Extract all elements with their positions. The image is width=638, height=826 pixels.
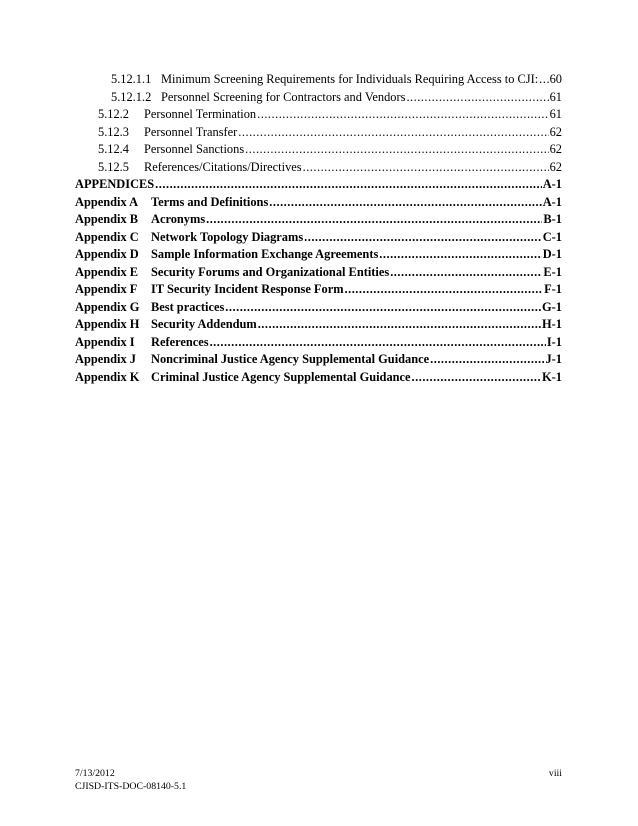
toc-entry-title: Personnel Screening for Contractors and Vendors [161,89,406,104]
toc-entry-appendix[interactable] [75,211,562,229]
toc-entry-number: Appendix D [75,247,139,261]
toc-entry-number: 5.12.2 [98,107,129,121]
toc-entry-number: 5.12.1.1 [111,72,152,86]
dot-leader [430,351,544,369]
toc-entry-title: Noncriminal Justice Agency Supplemental Guidance [151,352,430,366]
toc-entry-page: J-1 [545,352,562,366]
toc-entry-appendix[interactable] [75,281,562,299]
toc-entry-number: Appendix H [75,317,140,331]
toc-entry-title: Personnel Termination [144,107,257,121]
toc-entry-title: Security Forums and Organizational Entities [151,264,390,279]
toc-entry-title: APPENDICES [75,177,155,191]
toc-entry-number: Appendix B [75,212,139,226]
toc-entry-page: G-1 [542,299,562,314]
toc-entry-page: A-1 [542,177,562,191]
toc-entry-number: Appendix C [75,229,139,244]
toc-entry[interactable] [75,159,562,177]
toc-entry-appendix[interactable] [75,229,562,247]
dot-leader [258,316,541,334]
toc-entry-page: E-1 [543,264,562,279]
toc-entry-appendix[interactable] [75,246,562,264]
toc-entry-page: C-1 [542,229,562,244]
table-of-contents [75,71,562,386]
toc-entry[interactable] [75,71,562,89]
footer-page-number: viii [548,768,562,779]
toc-entry[interactable] [75,141,562,159]
toc-entry-number: Appendix J [75,352,136,366]
toc-entry-page: F-1 [544,282,562,296]
toc-entry-title: IT Security Incident Response Form [151,282,344,296]
dot-leader [238,124,548,142]
toc-entry-title: Best practices [151,299,225,314]
dot-leader [539,71,545,89]
toc-entry-page: A-1 [542,194,562,209]
toc-entry-page: D-1 [542,247,562,261]
dot-leader [304,229,542,247]
toc-entry-number: 5.12.3 [98,124,129,139]
toc-entry-number: Appendix G [75,299,140,314]
toc-entry-title: Sample Information Exchange Agreements [151,247,379,261]
toc-entry-appendix[interactable] [75,299,562,317]
dot-leader [379,246,541,264]
toc-entry-page: 61 [549,107,562,121]
toc-entry-number: Appendix I [75,334,135,349]
toc-entry-page: 62 [549,142,562,156]
toc-entry-number: Appendix E [75,264,139,279]
toc-entry-appendix[interactable] [75,194,562,212]
toc-entry-appendix[interactable] [75,334,562,352]
footer-document-id: CJISD-ITS-DOC-08140-5.1 [75,781,187,792]
toc-entry-number: Appendix A [75,194,139,209]
toc-entry-page: 62 [549,159,562,174]
toc-entry-title: References/Citations/Directives [144,159,302,174]
dot-leader [345,281,544,299]
dot-leader [225,299,541,317]
toc-entry-number: 5.12.1.2 [111,89,152,104]
toc-entry-page: H-1 [542,317,562,331]
toc-entry[interactable] [75,106,562,124]
toc-entry-title: Security Addendum [151,317,257,331]
toc-entry-appendix[interactable] [75,264,562,282]
toc-entry-title: Minimum Screening Requirements for Individuals Requiring Access to CJI: [161,72,539,86]
toc-entry-title: Criminal Justice Agency Supplemental Guidance [151,369,411,384]
dot-leader [210,334,546,352]
toc-entry-title: Terms and Definitions [151,194,269,209]
toc-entry-number: 5.12.4 [98,142,129,156]
toc-entry-page: B-1 [543,212,562,226]
toc-entry-title: Personnel Sanctions [144,142,245,156]
toc-entry-page: 61 [549,89,562,104]
toc-entry-page: 62 [549,124,562,139]
toc-entry[interactable] [75,89,562,107]
toc-entry-appendix[interactable] [75,369,562,387]
dot-leader [390,264,542,282]
toc-entry-title: Network Topology Diagrams [151,229,304,244]
toc-entry-number: Appendix K [75,369,140,384]
toc-entry-page: .60 [546,72,562,86]
footer-date: 7/13/2012 [75,768,115,779]
dot-leader [257,106,548,124]
toc-entry-appendix[interactable] [75,316,562,334]
dot-leader [155,176,542,194]
dot-leader [206,211,542,229]
toc-entry-title: Acronyms [151,212,206,226]
toc-entry[interactable] [75,124,562,142]
toc-entry-page: K-1 [542,369,562,384]
toc-entry-appendix[interactable] [75,351,562,369]
toc-entry-page: I-1 [546,334,562,349]
dot-leader [269,194,541,212]
toc-entry-title: Personnel Transfer [144,124,238,139]
page-footer [75,767,562,793]
toc-entry-number: 5.12.5 [98,159,129,174]
dot-leader [303,159,549,177]
toc-entry-number: Appendix F [75,282,138,296]
toc-entry-title: References [151,334,209,349]
toc-entry-appendices[interactable] [75,176,562,194]
dot-leader [406,89,548,107]
dot-leader [245,141,548,159]
dot-leader [412,369,542,387]
